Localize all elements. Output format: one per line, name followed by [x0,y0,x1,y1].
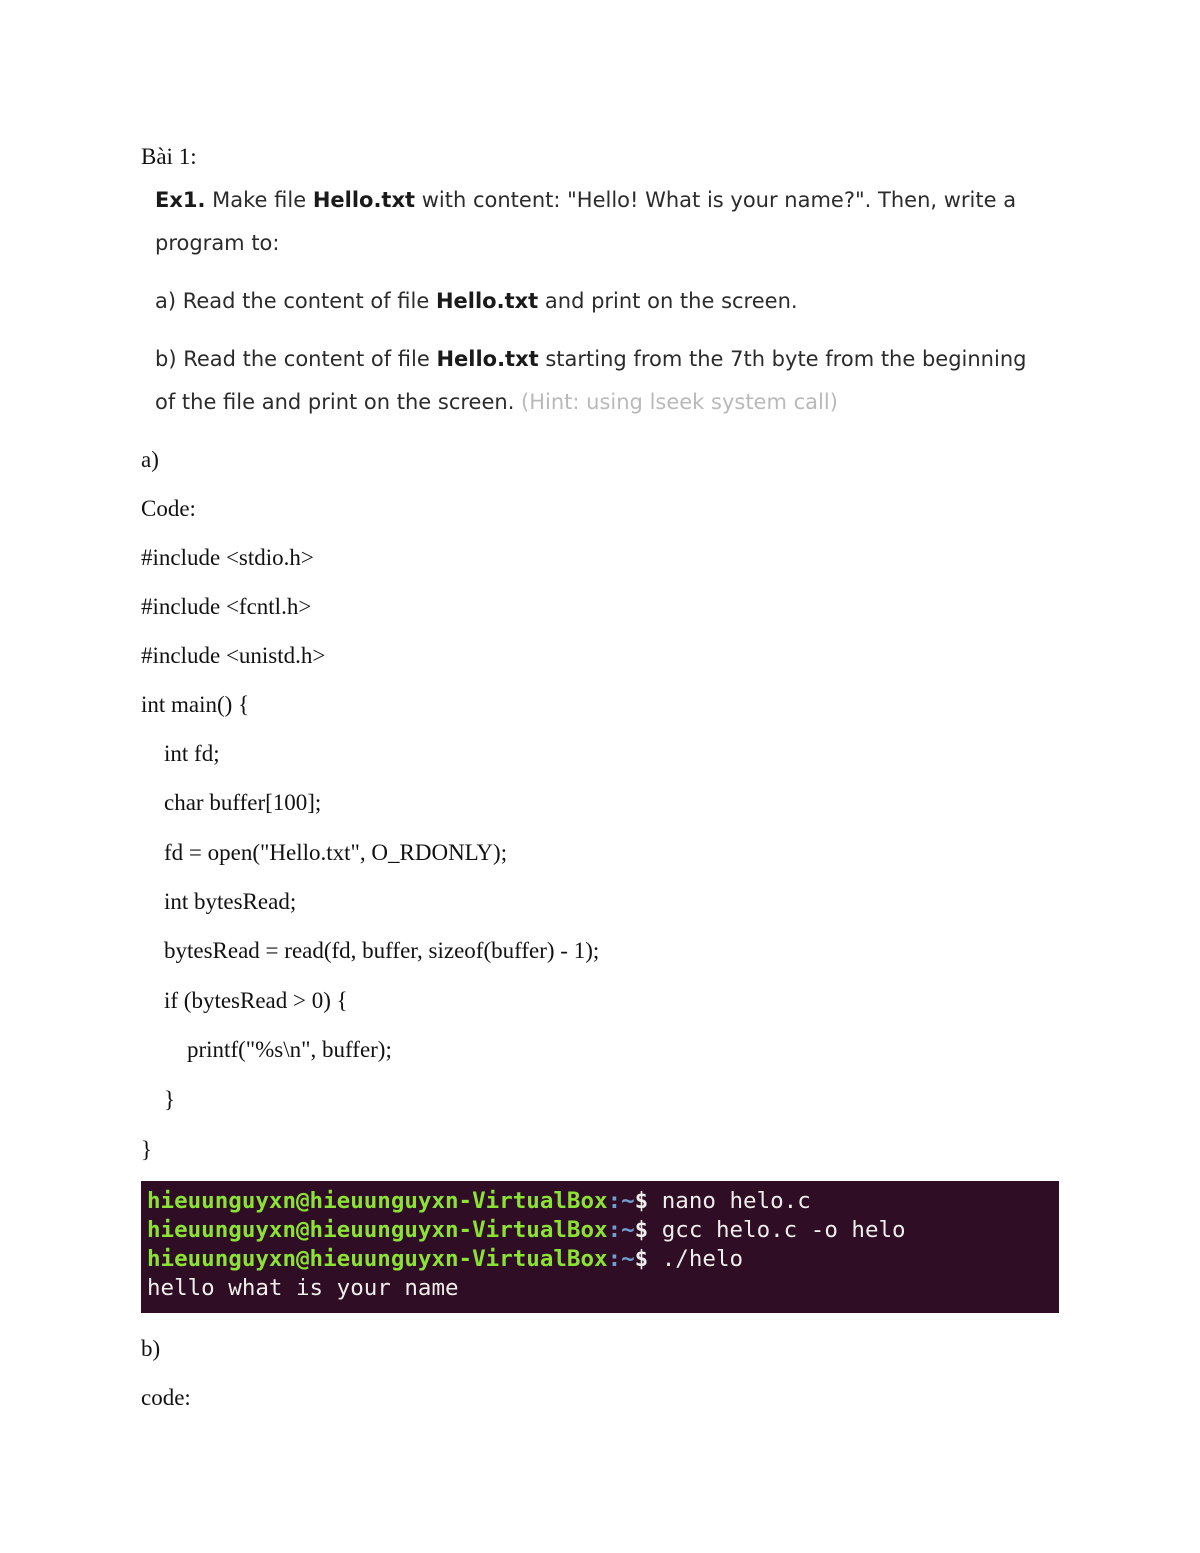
section-a-label: a) [141,447,159,472]
exercise-part-b [155,344,1026,374]
part-b-text: of the file and print on the screen. [155,390,515,414]
code-line: #include <stdio.h> [141,545,314,570]
part-a-text: a) Read the content of file [155,289,436,313]
exercise-number: Ex1. [155,188,206,212]
exercise-statement-line-1 [155,185,1016,215]
exercise-heading: Bài 1: [141,144,197,169]
terminal-line [147,1187,1059,1216]
code-line: } [141,1087,176,1112]
code-line: #include <fcntl.h> [141,594,312,619]
terminal-command: gcc helo.c -o helo [661,1217,906,1243]
terminal-prompt-path: :~ [607,1217,635,1243]
terminal-command: nano helo.c [661,1188,811,1214]
code-line: if (bytesRead > 0) { [141,988,348,1013]
terminal-prompt-user: hieuunguyxn@hieuunguyxn-VirtualBox [147,1217,608,1243]
hint-text: (Hint: using lseek system call) [514,390,838,414]
part-b-text: b) Read the content of file [155,347,437,371]
terminal-screenshot [141,1181,1059,1313]
exercise-statement-line-2: program to: [155,231,280,255]
code-line: fd = open("Hello.txt", O_RDONLY); [141,840,508,865]
code-label: Code: [141,496,196,521]
exercise-part-b-line-2 [155,387,838,417]
code-line: int fd; [141,741,220,766]
terminal-prompt-symbol: $ [634,1188,662,1214]
terminal-line [147,1245,1059,1274]
part-b-text: starting from the 7th byte from the beginning [538,347,1027,371]
code-line: int bytesRead; [141,889,297,914]
part-a-filename: Hello.txt [435,289,539,313]
terminal-prompt-symbol: $ [634,1217,662,1243]
terminal-prompt-path: :~ [607,1246,635,1272]
code-line: bytesRead = read(fd, buffer, sizeof(buffer) - 1); [141,938,600,963]
terminal-prompt-symbol: $ [634,1246,662,1272]
code-line: } [141,1137,153,1162]
code-line: printf("%s\n", buffer); [141,1037,392,1062]
terminal-prompt-user: hieuunguyxn@hieuunguyxn-VirtualBox [147,1188,608,1214]
terminal-line [147,1216,1059,1245]
section-b-label: b) [141,1336,161,1361]
part-b-filename: Hello.txt [436,347,539,371]
exercise-part-a [155,286,798,316]
terminal-prompt-path: :~ [607,1188,635,1214]
terminal-command: ./helo [661,1246,744,1272]
exercise-text: Make file [205,188,313,212]
code-line: char buffer[100]; [141,790,322,815]
code-label-b: code: [141,1385,191,1410]
part-a-text: and print on the screen. [538,289,798,313]
terminal-output: hello what is your name [147,1275,459,1301]
code-line: #include <unistd.h> [141,643,326,668]
code-line: int main() { [141,692,250,717]
terminal-prompt-user: hieuunguyxn@hieuunguyxn-VirtualBox [147,1246,608,1272]
exercise-text: with content: "Hello! What is your name?". Then, write a [415,188,1017,212]
exercise-filename: Hello.txt [312,188,416,212]
